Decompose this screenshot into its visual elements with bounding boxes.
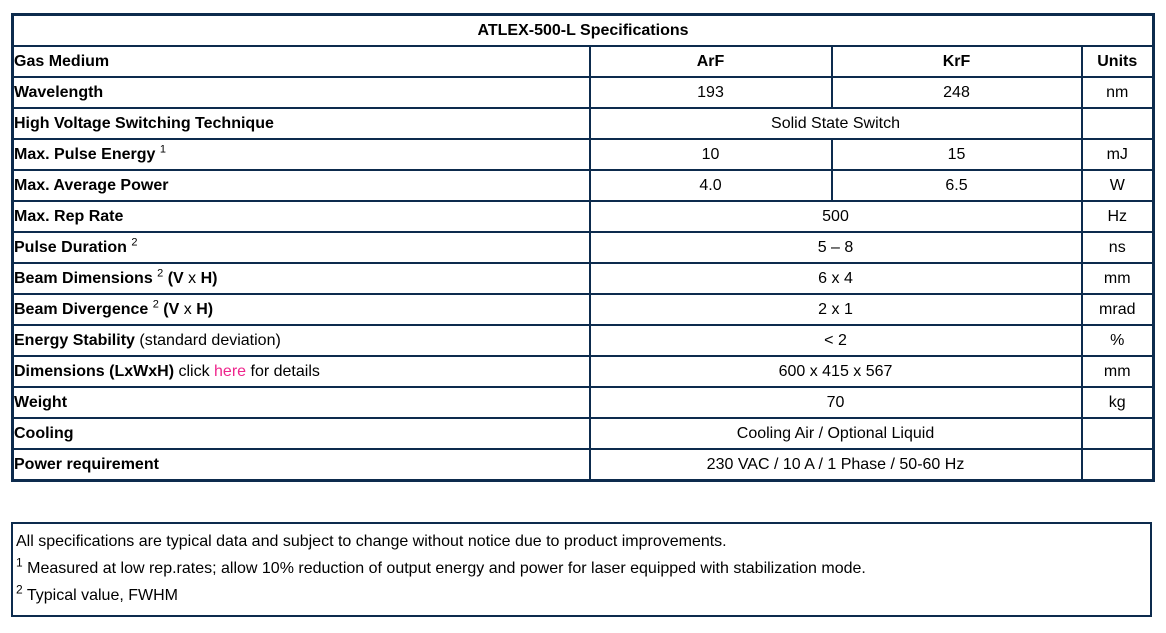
table-row: [13, 201, 1154, 232]
text: mrad: [1099, 300, 1136, 318]
text: Hz: [1107, 207, 1128, 225]
footnote-2-marker: 2: [16, 582, 23, 597]
spec-label-cell: [13, 449, 590, 481]
column-header-units: [1082, 46, 1154, 77]
table-row: [13, 356, 1154, 387]
label-text: Power requirement: [14, 455, 159, 473]
text: 15: [947, 145, 966, 163]
text: W: [1109, 176, 1125, 194]
label-text: Gas Medium: [14, 52, 110, 70]
text: 5 – 8: [817, 238, 854, 256]
label-text: Pulse Duration: [14, 238, 132, 256]
label-text: Max. Pulse Energy: [14, 145, 160, 163]
text: 2 x 1: [818, 300, 853, 318]
spec-label-cell: [13, 387, 590, 418]
label-text: Wavelength: [14, 83, 104, 101]
label-text: H): [191, 300, 214, 318]
text: mJ: [1106, 145, 1128, 163]
spec-label-cell: [13, 418, 590, 449]
note-general: [16, 528, 1146, 555]
table-row: [13, 108, 1154, 139]
units-cell: [1082, 449, 1154, 481]
value-cell-shared: [590, 201, 1082, 232]
units-cell: [1082, 108, 1154, 139]
label-text: Beam Dimensions: [14, 269, 158, 287]
label-text: (V: [163, 269, 189, 287]
notes-box: [11, 522, 1152, 617]
text: ns: [1108, 238, 1126, 256]
note-footnote-2: [16, 582, 1146, 609]
value-cell-shared: [590, 449, 1082, 481]
spec-label-cell: [13, 263, 590, 294]
text: x: [188, 269, 197, 287]
text: 4.0: [699, 176, 722, 194]
spec-label-cell: [13, 108, 590, 139]
value-cell-shared: [590, 387, 1082, 418]
text: Solid State Switch: [771, 114, 900, 132]
units-cell: [1082, 201, 1154, 232]
label-text: Max. Average Power: [14, 176, 169, 194]
units-cell: [1082, 263, 1154, 294]
label-text: High Voltage Switching Technique: [14, 114, 274, 132]
text: click: [178, 362, 215, 380]
text: x: [183, 300, 192, 318]
units-cell: [1082, 77, 1154, 108]
spec-label-cell: [13, 139, 590, 170]
value-cell-shared: [590, 356, 1082, 387]
table-row: [13, 263, 1154, 294]
note-general-text: All specifications are typical data and subject to change without notice due to product improvements.: [16, 533, 727, 550]
spec-label-cell: [13, 77, 590, 108]
units-cell: [1082, 139, 1154, 170]
text: %: [1110, 331, 1125, 349]
table-row: [13, 170, 1154, 201]
label-text: Beam Divergence: [14, 300, 153, 318]
label-text: Energy Stability: [14, 331, 140, 349]
label-text: Units: [1097, 52, 1138, 70]
specifications-table: [11, 13, 1155, 482]
label-text: Weight: [14, 393, 68, 411]
units-cell: [1082, 232, 1154, 263]
spec-label-cell: [13, 325, 590, 356]
footnote-2-text: Typical value, FWHM: [22, 587, 178, 604]
text: for details: [246, 362, 320, 380]
table-row: [13, 418, 1154, 449]
column-header-arf: [590, 46, 832, 77]
footnote-1-text: Measured at low rep.rates; allow 10% reduction of output energy and power for laser equipped with stabilization mode.: [22, 560, 866, 577]
value-cell-arf: [590, 170, 832, 201]
label-text: Cooling: [14, 424, 74, 442]
text: mm: [1103, 269, 1131, 287]
table-row: [13, 46, 1154, 77]
footnote-ref: 2: [152, 298, 159, 311]
text: (standard deviation): [139, 331, 281, 349]
text: mm: [1103, 362, 1131, 380]
spec-label-cell: [13, 201, 590, 232]
value-cell-krf: [832, 170, 1082, 201]
spec-label-cell: [13, 170, 590, 201]
label-text: Dimensions (LxWxH): [14, 362, 179, 380]
value-cell-arf: [590, 77, 832, 108]
table-row: [13, 294, 1154, 325]
table-row: [13, 387, 1154, 418]
text: 193: [697, 83, 724, 101]
text: 10: [701, 145, 720, 163]
spec-label-cell: [13, 294, 590, 325]
text: 6.5: [945, 176, 968, 194]
footnote-1-marker: 1: [16, 555, 23, 570]
units-cell: [1082, 356, 1154, 387]
value-cell-arf: [590, 139, 832, 170]
table-row: [13, 325, 1154, 356]
label-text: (V: [158, 300, 184, 318]
table-row: [13, 449, 1154, 481]
units-cell: [1082, 387, 1154, 418]
table-row: [13, 232, 1154, 263]
spec-label-cell: [13, 232, 590, 263]
units-cell: [1082, 170, 1154, 201]
text: 600 x 415 x 567: [778, 362, 893, 380]
table-row: [13, 139, 1154, 170]
value-cell-krf: [832, 77, 1082, 108]
text: 248: [943, 83, 970, 101]
value-cell-shared: [590, 232, 1082, 263]
value-cell-shared: [590, 325, 1082, 356]
details-here-link[interactable]: here: [214, 362, 247, 380]
text: 500: [822, 207, 849, 225]
value-cell-shared: [590, 294, 1082, 325]
label-text: H): [196, 269, 218, 287]
text: Cooling Air / Optional Liquid: [736, 424, 935, 442]
table-title: ATLEX-500-L Specifications: [13, 15, 1154, 47]
units-cell: [1082, 325, 1154, 356]
value-cell-shared: [590, 263, 1082, 294]
table-row: [13, 77, 1154, 108]
text: 230 VAC / 10 A / 1 Phase / 50-60 Hz: [706, 455, 965, 473]
spec-label-cell: [13, 356, 590, 387]
text: 70: [826, 393, 845, 411]
text: kg: [1108, 393, 1126, 411]
text: < 2: [824, 331, 847, 349]
text: 6 x 4: [818, 269, 853, 287]
column-header-krf: [832, 46, 1082, 77]
units-cell: [1082, 418, 1154, 449]
text: nm: [1106, 83, 1129, 101]
label-text: KrF: [942, 52, 971, 70]
footnote-ref: 2: [131, 236, 138, 249]
footnote-ref: 1: [159, 143, 166, 156]
title-row: [13, 15, 1154, 47]
footnote-ref: 2: [157, 267, 164, 280]
value-cell-krf: [832, 139, 1082, 170]
label-text: ArF: [696, 52, 725, 70]
label-text: Max. Rep Rate: [14, 207, 124, 225]
units-cell: [1082, 294, 1154, 325]
note-footnote-1: [16, 555, 1146, 582]
value-cell-shared: [590, 108, 1082, 139]
spec-label-cell: [13, 46, 590, 77]
value-cell-shared: [590, 418, 1082, 449]
